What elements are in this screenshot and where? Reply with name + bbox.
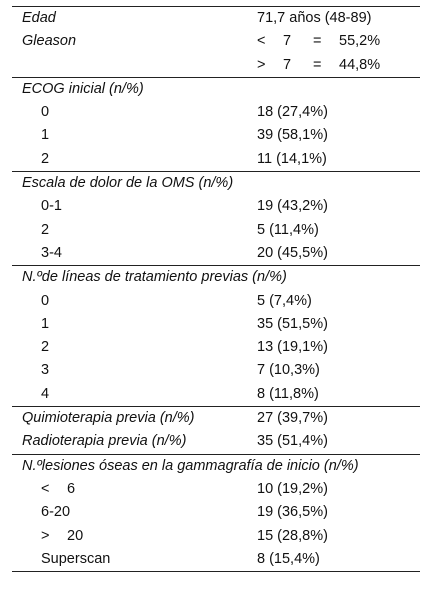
row-value: 8 (15,4%) xyxy=(257,550,320,567)
section-label: N.ºlesiones óseas en la gammagrafía de inicio (n/%) xyxy=(22,457,359,474)
equals-symbol: = xyxy=(313,33,322,50)
row-label: 4 xyxy=(41,385,50,402)
comparison-symbol: < xyxy=(41,480,50,497)
row-label: Radioterapia previa (n/%) xyxy=(22,433,187,450)
table-row xyxy=(12,501,420,524)
table-row xyxy=(12,525,420,548)
row-label: 6-20 xyxy=(41,504,71,521)
row-label: 3 xyxy=(41,362,50,379)
row-value: 18 (27,4%) xyxy=(257,104,328,121)
section-header-lineas xyxy=(12,265,420,289)
row-label: 2 xyxy=(41,339,50,356)
comparison-symbol: > xyxy=(257,56,266,73)
row-label xyxy=(41,525,83,548)
section-label: ECOG inicial (n/%) xyxy=(22,80,144,97)
section-header-lesiones xyxy=(12,454,420,478)
table-row xyxy=(12,313,420,336)
row-value: 13 (19,1%) xyxy=(257,339,328,356)
row-label: 3-4 xyxy=(41,244,62,261)
row-label: 0-1 xyxy=(41,198,62,215)
table-row xyxy=(12,124,420,147)
table-row xyxy=(12,336,420,359)
percentage: 44,8% xyxy=(339,56,381,73)
row-label: 0 xyxy=(41,104,50,121)
table-row xyxy=(12,359,420,382)
section-header-dolor xyxy=(12,171,420,195)
row-label: 1 xyxy=(41,127,50,144)
row-gleason-greater xyxy=(12,54,420,77)
row-value: 8 (11,8%) xyxy=(257,385,319,402)
row-label: 1 xyxy=(41,315,50,332)
row-value xyxy=(257,54,380,77)
row-value: 7 (10,3%) xyxy=(257,362,320,379)
row-value: 5 (11,4%) xyxy=(257,221,319,238)
row-label: Quimioterapia previa (n/%) xyxy=(22,410,195,427)
table-row xyxy=(12,219,420,242)
row-value: 39 (58,1%) xyxy=(257,127,328,144)
row-label: 2 xyxy=(41,221,50,238)
row-label: Edad xyxy=(22,10,56,26)
section-label: N.ºde líneas de tratamiento previas (n/%) xyxy=(22,269,287,286)
section-header-ecog xyxy=(12,77,420,101)
row-label: 2 xyxy=(41,150,50,167)
table-row xyxy=(12,478,420,501)
row-label xyxy=(41,478,75,501)
table-row xyxy=(12,290,420,313)
row-edad xyxy=(12,7,420,30)
table-row xyxy=(12,148,420,171)
row-value: 11 (14,1%) xyxy=(257,150,327,167)
comparison-symbol: < xyxy=(257,33,266,50)
table-row xyxy=(12,101,420,124)
row-label: Gleason xyxy=(22,33,77,50)
row-value: 5 (7,4%) xyxy=(257,292,312,309)
lesion-count: 6 xyxy=(67,480,76,497)
equals-symbol: = xyxy=(313,56,322,73)
comparison-symbol: > xyxy=(41,527,50,544)
patient-characteristics-table xyxy=(12,6,420,572)
row-gleason-less xyxy=(12,30,420,53)
table-row xyxy=(12,548,420,571)
section-label: Escala de dolor de la OMS (n/%) xyxy=(22,175,234,192)
row-value: 20 (45,5%) xyxy=(257,244,328,261)
row-value: 35 (51,5%) xyxy=(257,315,328,332)
row-value: 15 (28,8%) xyxy=(257,527,328,544)
table-row xyxy=(12,195,420,218)
row-label: 0 xyxy=(41,292,50,309)
lesion-count: 20 xyxy=(67,527,84,544)
gleason-score: 7 xyxy=(283,56,292,73)
row-quimioterapia xyxy=(12,406,420,430)
table-row xyxy=(12,383,420,406)
row-value: 71,7 años (48-89) xyxy=(257,10,372,26)
row-value: 10 (19,2%) xyxy=(257,480,328,497)
row-value: 19 (43,2%) xyxy=(257,198,328,215)
percentage: 55,2% xyxy=(339,33,381,50)
row-value: 19 (36,5%) xyxy=(257,504,328,521)
table-row xyxy=(12,242,420,265)
row-value xyxy=(257,30,380,53)
row-value: 35 (51,4%) xyxy=(257,433,328,450)
gleason-score: 7 xyxy=(283,33,292,50)
row-label: Superscan xyxy=(41,550,111,567)
row-value: 27 (39,7%) xyxy=(257,410,328,427)
row-radioterapia xyxy=(12,430,420,453)
